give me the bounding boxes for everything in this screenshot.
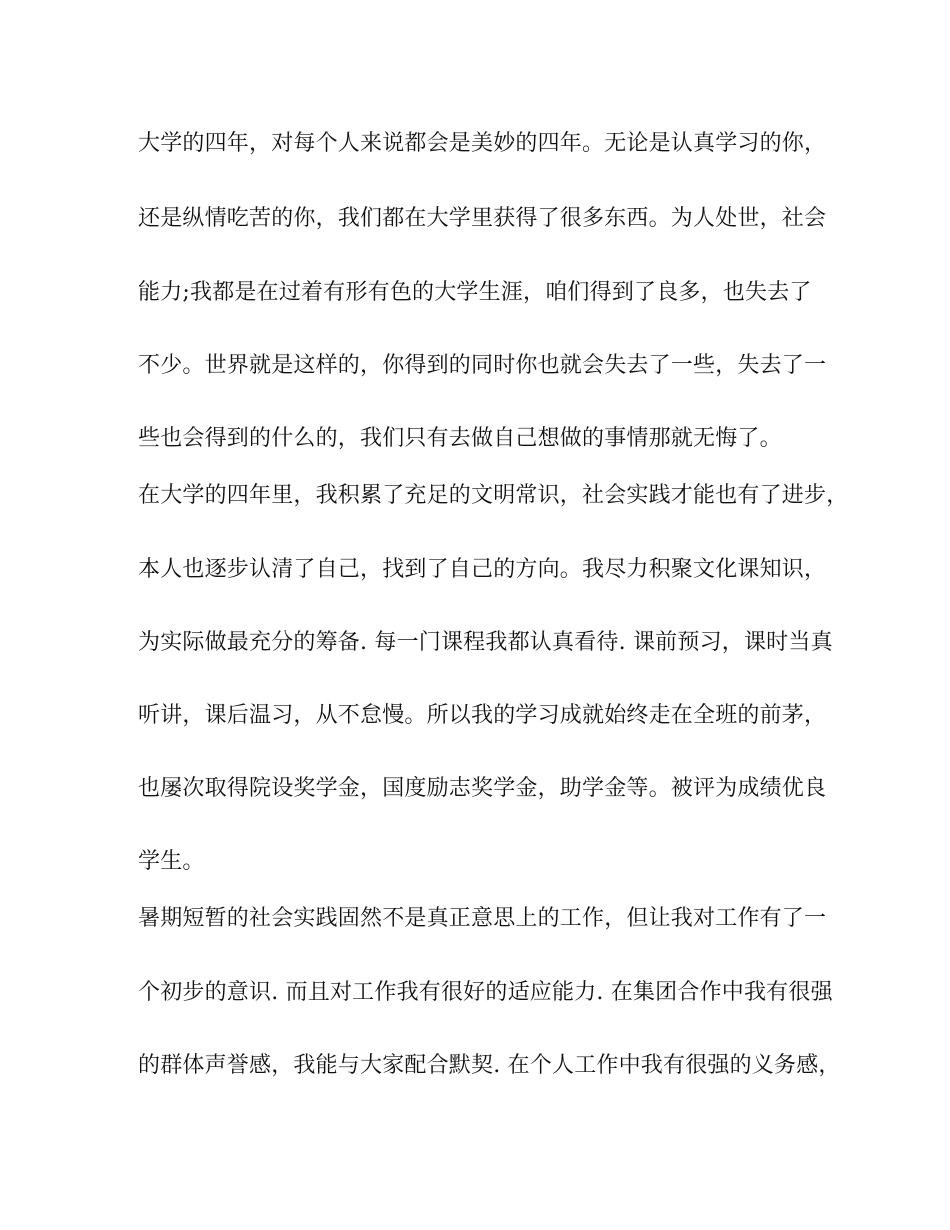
- text-line: 也屡次取得院设奖学金，国度励志奖学金，助学金等。被评为成绩优良: [138, 776, 827, 801]
- text-line: 些也会得到的什么的，我们只有去做自己想做的事情那就无悔了。: [138, 426, 782, 451]
- text-line: 大学的四年，对每个人来说都会是美妙的四年。无论是认真学习的你，: [138, 131, 827, 156]
- text-line: 在大学的四年里，我积累了充足的文明常识，社会实践才能也有了进步，: [138, 483, 849, 508]
- text-line: 不少。世界就是这样的，你得到的同时你也就会失去了一些，失去了一: [138, 353, 827, 378]
- text-line: 暑期短暂的社会实践固然不是真正意思上的工作，但让我对工作有了一: [138, 906, 827, 931]
- text-line: 还是纵情吃苦的你，我们都在大学里获得了很多东西。为人处世，社会: [138, 206, 827, 231]
- text-line: 的群体声誉感，我能与大家配合默契. 在个人工作中我有很强的义务感，: [138, 1053, 841, 1078]
- text-line: 本人也逐步认清了自己，找到了自己的方向。我尽力积聚文化课知识，: [138, 557, 827, 582]
- text-line: 能力;我都是在过着有形有色的大学生涯，咱们得到了良多，也失去了: [138, 280, 812, 305]
- text-line: 学生。: [138, 849, 205, 874]
- text-line: 个初步的意识. 而且对工作我有很好的适应能力. 在集团合作中我有很强: [138, 980, 833, 1005]
- text-line: 为实际做最充分的筹备. 每一门课程我都认真看待. 课前预习，课时当真: [138, 630, 833, 655]
- text-line: 听讲，课后温习，从不怠慢。所以我的学习成就始终走在全班的前茅，: [138, 703, 827, 728]
